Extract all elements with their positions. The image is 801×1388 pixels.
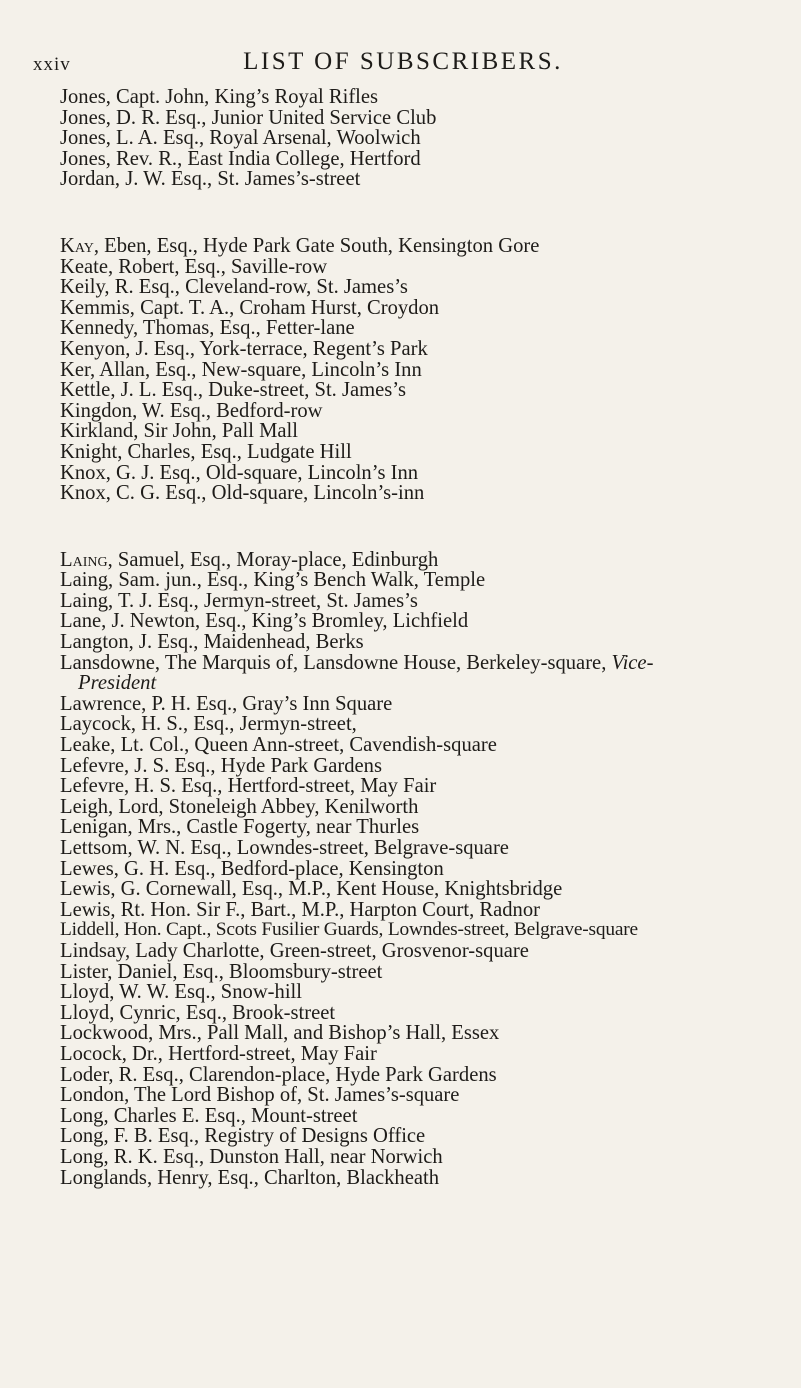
subscriber-entry: Locock, Dr., Hertford-street, May Fair (60, 1042, 377, 1065)
page-header (33, 48, 773, 82)
subscriber-entry: Long, Charles E. Esq., Mount-street (60, 1104, 358, 1127)
subscriber-entry: Ker, Allan, Esq., New-square, Lincoln’s Inn (60, 358, 422, 381)
page-number: xxiv (33, 54, 71, 75)
subscriber-entry: Jones, D. R. Esq., Junior United Service Club (60, 106, 437, 129)
subscriber-entry: Knox, G. J. Esq., Old-square, Lincoln’s Inn (60, 461, 419, 484)
role-text: Vice- (611, 651, 654, 674)
subscriber-entry: Keate, Robert, Esq., Saville-row (60, 255, 328, 278)
subscriber-entry: Lewis, Rt. Hon. Sir F., Bart., M.P., Harpton Court, Radnor (60, 898, 541, 921)
subscriber-entry-laing (60, 550, 780, 571)
subscriber-group-l (60, 550, 780, 1188)
subscriber-entry-lansdowne (60, 653, 780, 674)
subscriber-list (60, 87, 780, 1188)
subscriber-entry: Kennedy, Thomas, Esq., Fetter-lane (60, 317, 355, 340)
entry-text: , Samuel, Esq., Moray-place, Edinburgh (107, 548, 439, 571)
subscriber-entry: Leigh, Lord, Stoneleigh Abbey, Kenilworth (60, 795, 419, 818)
subscriber-entry: Jones, Rev. R., East India College, Hertford (60, 147, 421, 170)
subscriber-entry: Liddell, Hon. Capt., Scots Fusilier Guards, Lowndes-street, Belgrave-square (60, 919, 638, 941)
subscriber-entry: Knox, C. G. Esq., Old-square, Lincoln’s-inn (60, 482, 425, 505)
subscriber-entry: Lefevre, J. S. Esq., Hyde Park Gardens (60, 754, 382, 777)
subscriber-group-j (60, 87, 780, 190)
subscriber-entry: Laing, T. J. Esq., Jermyn-street, St. James’s (60, 589, 418, 612)
subscriber-entry: Lloyd, W. W. Esq., Snow-hill (60, 981, 303, 1004)
subscriber-entry: Lenigan, Mrs., Castle Fogerty, near Thurles (60, 816, 420, 839)
subscriber-entry: Jones, L. A. Esq., Royal Arsenal, Woolwich (60, 127, 421, 150)
subscriber-entry: Kingdon, W. Esq., Bedford-row (60, 399, 323, 422)
subscriber-entry-kay (60, 236, 780, 257)
subscriber-entry: Lewes, G. H. Esq., Bedford-place, Kensington (60, 857, 444, 880)
subscriber-entry: Knight, Charles, Esq., Ludgate Hill (60, 440, 352, 463)
small-caps-lead: Kay (60, 234, 94, 257)
subscriber-entry: Long, R. K. Esq., Dunston Hall, near Norwich (60, 1145, 443, 1168)
subscriber-entry: Laing, Sam. jun., Esq., King’s Bench Walk, Temple (60, 569, 486, 592)
subscriber-entry: Loder, R. Esq., Clarendon-place, Hyde Park Gardens (60, 1063, 497, 1086)
group-spacer (60, 190, 780, 236)
group-spacer (60, 504, 780, 550)
running-title: LIST OF SUBSCRIBERS. (243, 48, 563, 75)
entry-text: Lansdowne, The Marquis of, Lansdowne House, Berkeley-square, (60, 651, 607, 674)
subscriber-entry: Lloyd, Cynric, Esq., Brook-street (60, 1001, 336, 1024)
subscriber-entry: Leake, Lt. Col., Queen Ann-street, Cavendish-square (60, 734, 497, 757)
small-caps-lead: Laing (60, 548, 108, 571)
entry-continuation: President (78, 672, 157, 695)
subscriber-entry: Keily, R. Esq., Cleveland-row, St. James’s (60, 276, 408, 299)
subscriber-entry: Lindsay, Lady Charlotte, Green-street, Grosvenor-square (60, 939, 529, 962)
subscriber-entry: Lewis, G. Cornewall, Esq., M.P., Kent House, Knightsbridge (60, 878, 563, 901)
subscriber-entry: Kemmis, Capt. T. A., Croham Hurst, Croydon (60, 296, 440, 319)
subscriber-entry: London, The Lord Bishop of, St. James’s-square (60, 1084, 460, 1107)
subscriber-entry: Kirkland, Sir John, Pall Mall (60, 420, 298, 443)
subscriber-entry: Jordan, J. W. Esq., St. James’s-street (60, 168, 361, 191)
subscriber-entry: Lettsom, W. N. Esq., Lowndes-street, Belgrave-square (60, 837, 509, 859)
subscriber-entry: Lane, J. Newton, Esq., King’s Bromley, Lichfield (60, 610, 469, 633)
subscriber-entry: Langton, J. Esq., Maidenhead, Berks (60, 631, 364, 654)
entry-text: , Eben, Esq., Hyde Park Gate South, Kensington Gore (93, 234, 540, 257)
subscriber-entry: Lawrence, P. H. Esq., Gray’s Inn Square (60, 692, 393, 715)
subscriber-entry: Jones, Capt. John, King’s Royal Rifles (60, 86, 379, 108)
subscriber-entry: Laycock, H. S., Esq., Jermyn-street, (60, 713, 357, 736)
subscriber-entry: Kenyon, J. Esq., York-terrace, Regent’s Park (60, 337, 428, 360)
subscriber-entry: Lockwood, Mrs., Pall Mall, and Bishop’s Hall, Essex (60, 1022, 500, 1045)
subscriber-group-k (60, 236, 780, 504)
subscriber-entry: Kettle, J. L. Esq., Duke-street, St. James’s (60, 379, 407, 402)
subscriber-entry: Longlands, Henry, Esq., Charlton, Blackheath (60, 1166, 439, 1189)
subscriber-entry: Long, F. B. Esq., Registry of Designs Office (60, 1125, 426, 1148)
subscriber-entry: Lister, Daniel, Esq., Bloomsbury-street (60, 960, 383, 983)
subscriber-entry: Lefevre, H. S. Esq., Hertford-street, May Fair (60, 775, 437, 798)
